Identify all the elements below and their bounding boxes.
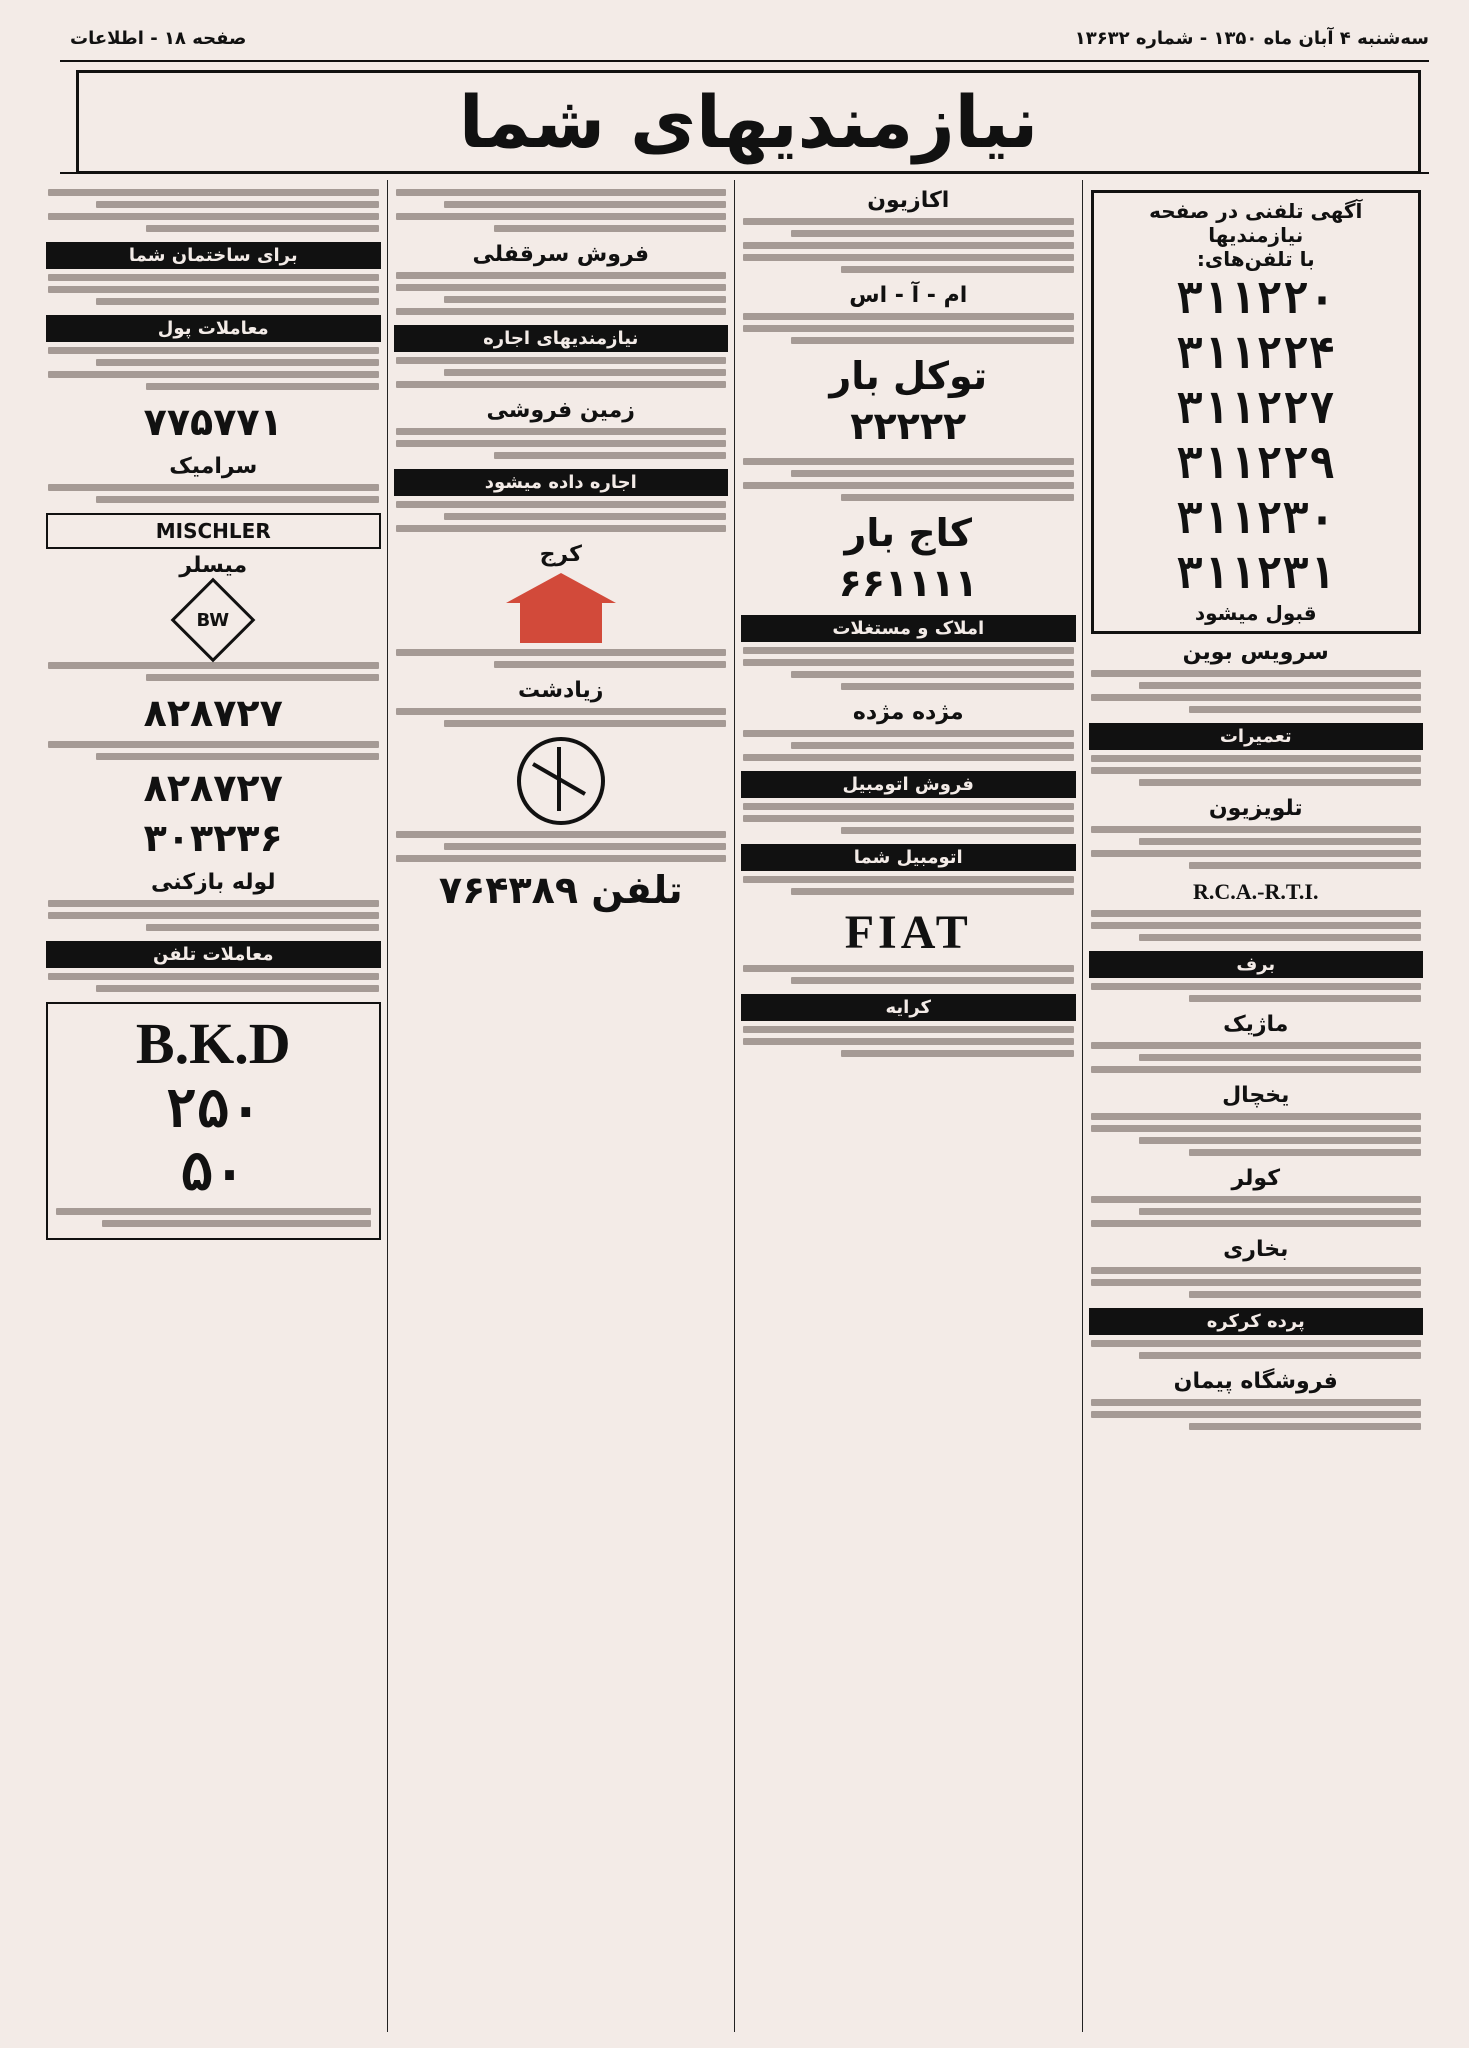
- ad-heading-latin: R.C.A.-R.T.I.: [1193, 879, 1319, 904]
- ad-heading: برای ساختمان شما: [46, 242, 381, 269]
- ad-heading: بخاری: [1223, 1237, 1289, 1262]
- ad-heading: سرامیک: [169, 454, 258, 479]
- ad-block: [46, 315, 381, 390]
- ad-heading: اجاره داده میشود: [394, 469, 729, 496]
- column-2: [734, 180, 1082, 2032]
- mischler-logo: MISCHLER: [46, 513, 381, 549]
- ad-block: [46, 941, 381, 992]
- ad-heading: کرج: [539, 542, 582, 567]
- ad-block: [394, 398, 729, 459]
- ad-block: [741, 615, 1076, 690]
- ad-block: [46, 691, 381, 860]
- ad-block: [1089, 723, 1424, 786]
- ad-block: [741, 994, 1076, 1057]
- ad-block: [394, 542, 729, 668]
- ad-heading: کرایه: [741, 994, 1076, 1021]
- ad-phone-big: ۸۲۸۷۲۷: [143, 766, 283, 810]
- ad-heading: پرده کرکره: [1089, 1308, 1424, 1335]
- phone-number: ۳۱۱۲۳۱: [1176, 548, 1336, 599]
- ad-heading: یخچال: [1222, 1083, 1290, 1108]
- ad-block: [1089, 796, 1424, 869]
- column-4: [40, 180, 387, 2032]
- ad-heading: مژده مژده: [852, 700, 964, 725]
- ad-heading: اتومبیل شما: [741, 844, 1076, 871]
- ad-block: [46, 400, 381, 444]
- ad-block: [1089, 951, 1424, 1002]
- phone-box: [1091, 190, 1422, 634]
- column-1: [1082, 180, 1430, 2032]
- ad-heading-big: کاج بار: [844, 511, 972, 555]
- ad-heading: کولر: [1231, 1166, 1281, 1191]
- ad-phone-big: ۸۲۸۷۲۷: [143, 691, 283, 735]
- phone-box-label: با تلفن‌های:: [1196, 247, 1315, 271]
- ad-heading-big: توکل بار: [829, 354, 988, 398]
- bkd-brand: B.K.D: [135, 1011, 291, 1076]
- header-left-text: سه‌شنبه ۴ آبان ماه ۱۳۵۰ - شماره ۱۳۶۳۲: [1074, 27, 1429, 49]
- ad-block: [394, 469, 729, 532]
- ad-block: [394, 737, 729, 912]
- ad-heading: فروشگاه پیمان: [1173, 1369, 1338, 1394]
- ad-block: [1089, 1237, 1424, 1298]
- house-logo: [506, 573, 616, 643]
- ad-block: [46, 242, 381, 305]
- ad-block: [741, 458, 1076, 501]
- mercedes-logo: [517, 737, 605, 825]
- header-rule: [60, 60, 1429, 62]
- ad-heading: زمین فروشی: [486, 398, 635, 423]
- ad-block: [1089, 1083, 1424, 1156]
- phone-number: ۳۱۱۲۲۷: [1176, 383, 1336, 434]
- ad-block: [741, 700, 1076, 761]
- ad-block: [46, 189, 381, 232]
- ad-phone-big: ۶۶۱۱۱۱: [838, 561, 978, 605]
- bw-logo: BW: [171, 578, 256, 663]
- ad-block: [741, 771, 1076, 834]
- ad-block: [394, 325, 729, 388]
- ad-block: [46, 870, 381, 931]
- ad-block: [741, 283, 1076, 344]
- ad-heading: سرویس بوین: [1182, 640, 1329, 665]
- phone-number: ۳۱۱۲۲۰: [1176, 273, 1336, 324]
- ad-heading: اکازیون: [867, 188, 950, 213]
- ad-block: [741, 905, 1076, 984]
- column-3: [387, 180, 735, 2032]
- fiat-logo: FIAT: [844, 906, 972, 959]
- phone-box-title: آگهی تلفنی در صفحه نیازمندیها: [1149, 199, 1363, 247]
- ad-block: [1089, 1012, 1424, 1073]
- bkd-ad: [46, 1002, 381, 1240]
- header-right-text: صفحه ۱۸ - اطلاعات: [70, 27, 247, 49]
- ad-heading: تعمیرات: [1089, 723, 1424, 750]
- banner-title: نیازمندیهای شما: [76, 70, 1421, 174]
- ad-heading: معاملات پول: [46, 315, 381, 342]
- page-header: [70, 16, 1429, 60]
- ad-heading: ام - آ - اس: [849, 283, 968, 308]
- ad-block-boxed: [741, 354, 1076, 448]
- banner-rule: [60, 172, 1429, 174]
- ad-heading: نیازمندیهای اجاره: [394, 325, 729, 352]
- ad-block: [394, 189, 729, 232]
- ad-block: [741, 188, 1076, 273]
- bkd-price: ۲۵۰: [164, 1077, 263, 1140]
- bkd-price: ۵۰: [180, 1140, 246, 1203]
- ad-phone-big: تلفن ۷۶۴۳۸۹: [438, 868, 683, 912]
- phone-number: ۳۱۱۲۳۰: [1176, 493, 1336, 544]
- ad-heading: تلویزیون: [1208, 796, 1303, 821]
- ad-block: [46, 513, 381, 578]
- ad-block: [1089, 640, 1424, 713]
- ad-heading: لوله بازکنی: [150, 870, 276, 895]
- ad-heading: فروش سرقفلی: [472, 242, 650, 267]
- ad-block: [1089, 1166, 1424, 1227]
- ad-block: [1089, 879, 1424, 941]
- ad-columns: [40, 180, 1429, 2032]
- ad-heading: برف: [1089, 951, 1424, 978]
- ad-block: [1089, 1369, 1424, 1430]
- ad-phone-big: ۳۰۳۲۳۶: [143, 816, 283, 860]
- ad-block: [1089, 1308, 1424, 1359]
- ad-phone-big: ۷۷۵۷۷۱: [143, 400, 283, 444]
- ad-block: [46, 590, 381, 681]
- ad-heading: املاک و مستغلات: [741, 615, 1076, 642]
- ad-heading: فروش اتومبیل: [741, 771, 1076, 798]
- ad-heading: میسلر: [179, 553, 248, 578]
- ad-block: [394, 678, 729, 727]
- ad-block-boxed: [741, 511, 1076, 605]
- ad-block: [394, 242, 729, 315]
- ad-block: [741, 844, 1076, 895]
- ad-heading: ماژیک: [1223, 1012, 1289, 1037]
- ad-phone-big: ۲۲۲۲۲: [850, 404, 967, 448]
- phone-box-footer: قبول میشود: [1194, 601, 1317, 625]
- ad-block: [46, 454, 381, 503]
- ad-heading: زیادشت: [518, 678, 604, 703]
- phone-number: ۳۱۱۲۲۴: [1176, 328, 1336, 379]
- ad-heading: معاملات تلفن: [46, 941, 381, 968]
- phone-number: ۳۱۱۲۲۹: [1176, 438, 1336, 489]
